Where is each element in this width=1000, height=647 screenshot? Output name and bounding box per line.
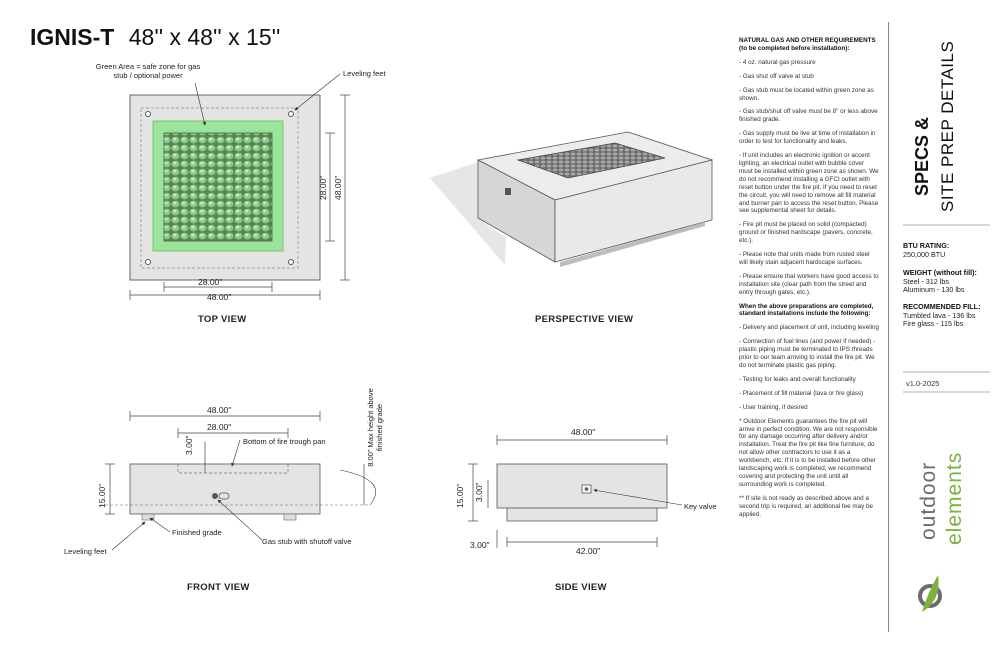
- gas-stub-label: Gas stub with shutoff valve: [262, 537, 352, 546]
- side-dim-side: 3.00": [474, 482, 484, 502]
- weight-steel: Steel - 312 lbs: [903, 276, 949, 286]
- weight-spec: [903, 269, 995, 295]
- version-label: v1.0-2025: [906, 379, 940, 388]
- sidebar-title-light: SITE PREP DETAILS: [938, 40, 957, 212]
- fill-label: RECOMMENDED FILL:: [903, 302, 981, 311]
- installation-item: - Connection of fuel lines (and power if needed) - plastic piping must be terminated to IPS threads prior to our team arriving to install the fire pit. We do not terminate plastic gas piping.: [739, 338, 876, 369]
- btu-label: BTU RATING:: [903, 241, 950, 250]
- sidebar-title-bold: SPECS &: [912, 116, 932, 196]
- sidebar-divider: [888, 22, 889, 632]
- weight-label: WEIGHT (without fill):: [903, 268, 977, 277]
- product-name: IGNIS-T: [30, 24, 115, 50]
- top-view-drawing: [130, 74, 350, 300]
- installation-item: * Outdoor Elements guarantees the fire pit will arrive in perfect condition. We are not responsible for any damage occurring after delivery and/or installation. Treat the fire pit like fine furniture, do not allow other contractors to use it as a workbench, etc. If it is to be installed before other landscaping work is completed, we recommend covering and protecting the unit until all surrounding work is completed.: [739, 417, 878, 488]
- requirements-column: [739, 37, 879, 525]
- weight-aluminum: Aluminum - 130 lbs: [903, 285, 965, 295]
- side-dim-base-width: 42.00": [576, 546, 601, 556]
- perspective-view-title: PERSPECTIVE VIEW: [535, 314, 634, 325]
- perspective-view-drawing: [430, 132, 712, 267]
- front-dim-pan-depth: 3.00": [184, 435, 194, 455]
- top-leveling-feet-label: Leveling feet: [343, 69, 386, 78]
- side-dim-height: 15.00": [455, 483, 465, 508]
- front-view-title: FRONT VIEW: [187, 582, 250, 593]
- requirement-item: - Gas shut off valve at stub: [739, 72, 814, 80]
- side-dim-inset: 3.00": [470, 540, 490, 550]
- btu-value: 250,000 BTU: [903, 249, 946, 259]
- requirement-item: - Please ensure that workers have good access to installation site (clear path from the street and entry through gates, etc.).: [739, 272, 879, 296]
- installation-item: - User training, if desired: [739, 403, 808, 411]
- fill-lava: Tumbled lava - 136 lbs: [903, 310, 976, 320]
- requirement-item: - Gas stub/shut off valve must be 8" or less above finished grade.: [739, 108, 878, 124]
- requirements-heading: NATURAL GAS AND OTHER REQUIREMENTS (to be completed before installation):: [739, 37, 876, 52]
- fill-glass: Fire glass - 115 lbs: [903, 319, 964, 329]
- installation-heading: When the above preparations are completed, standard installations include the following:: [739, 302, 874, 318]
- requirement-item: - If unit includes an electronic ignition or accent lighting, an electrical outlet with bubble cover must be installed within green zone as shown. We do not recommend installing a GFCI outlet with reset button under the fire pit. If you need to reset the circuit, you will need to remove all fill material and burner pan to access the reset button. Please see supplemental sheet for details.: [739, 152, 879, 215]
- finished-grade-label: Finished grade: [172, 528, 222, 537]
- front-dim-height: 15.00": [97, 483, 107, 508]
- key-valve-label: Key valve: [684, 502, 717, 511]
- side-dim-top-width: 48.00": [571, 427, 596, 437]
- top-dim-inner-width: 28.00": [198, 277, 223, 287]
- max-height-note: 8.00" Max height above finished grade: [366, 388, 384, 467]
- fill-spec: [903, 303, 995, 329]
- requirement-item: - Gas stub must be located within green zone as shown.: [739, 86, 874, 102]
- installation-item: - Placement of fill material (lava or fire glass): [739, 389, 864, 397]
- front-leveling-feet-label: Leveling feet: [64, 547, 107, 556]
- installation-item: ** If site is not ready as described above and a second trip is required, an additional fee may be applied.: [739, 494, 874, 518]
- product-dimensions: 48'' x 48'' x 15'': [128, 24, 281, 50]
- requirement-item: - Fire pit must be placed on solid (compacted) ground or finished hardscape (pavers, concrete, etc.).: [739, 221, 873, 245]
- top-dim-outer-width: 48.00": [207, 292, 232, 302]
- requirement-item: - Please note that units made from rusted steel will likely stain adjacent hardscape surfaces.: [739, 251, 870, 266]
- requirement-item: - Gas supply must be live at time of installation in order to test for functionality and leaks.: [739, 130, 876, 146]
- brand-word-elements: elements: [943, 451, 966, 545]
- brand-logo-mark: [920, 575, 940, 612]
- front-dim-inner-width: 28.00": [207, 422, 232, 432]
- installation-item: - Delivery and placement of unit, including leveling: [739, 324, 880, 332]
- front-view-drawing: [100, 411, 376, 550]
- requirement-item: - 4 oz. natural gas pressure: [739, 58, 816, 66]
- top-dim-outer-height: 48.00": [333, 175, 343, 200]
- brand-word-outdoor: outdoor: [917, 461, 940, 540]
- side-view-title: SIDE VIEW: [555, 582, 607, 593]
- installation-item: - Testing for leaks and overall functionality: [739, 375, 856, 383]
- front-dim-outer-width: 48.00": [207, 405, 232, 415]
- bottom-pan-label: Bottom of fire trough pan: [243, 437, 326, 446]
- green-area-note: Green Area = safe zone for gas stub / optional power: [95, 62, 201, 80]
- btu-rating: [903, 242, 995, 259]
- side-view-drawing: [468, 435, 682, 548]
- top-dim-inner-height: 28.00": [318, 175, 328, 200]
- top-view-title: TOP VIEW: [198, 314, 247, 325]
